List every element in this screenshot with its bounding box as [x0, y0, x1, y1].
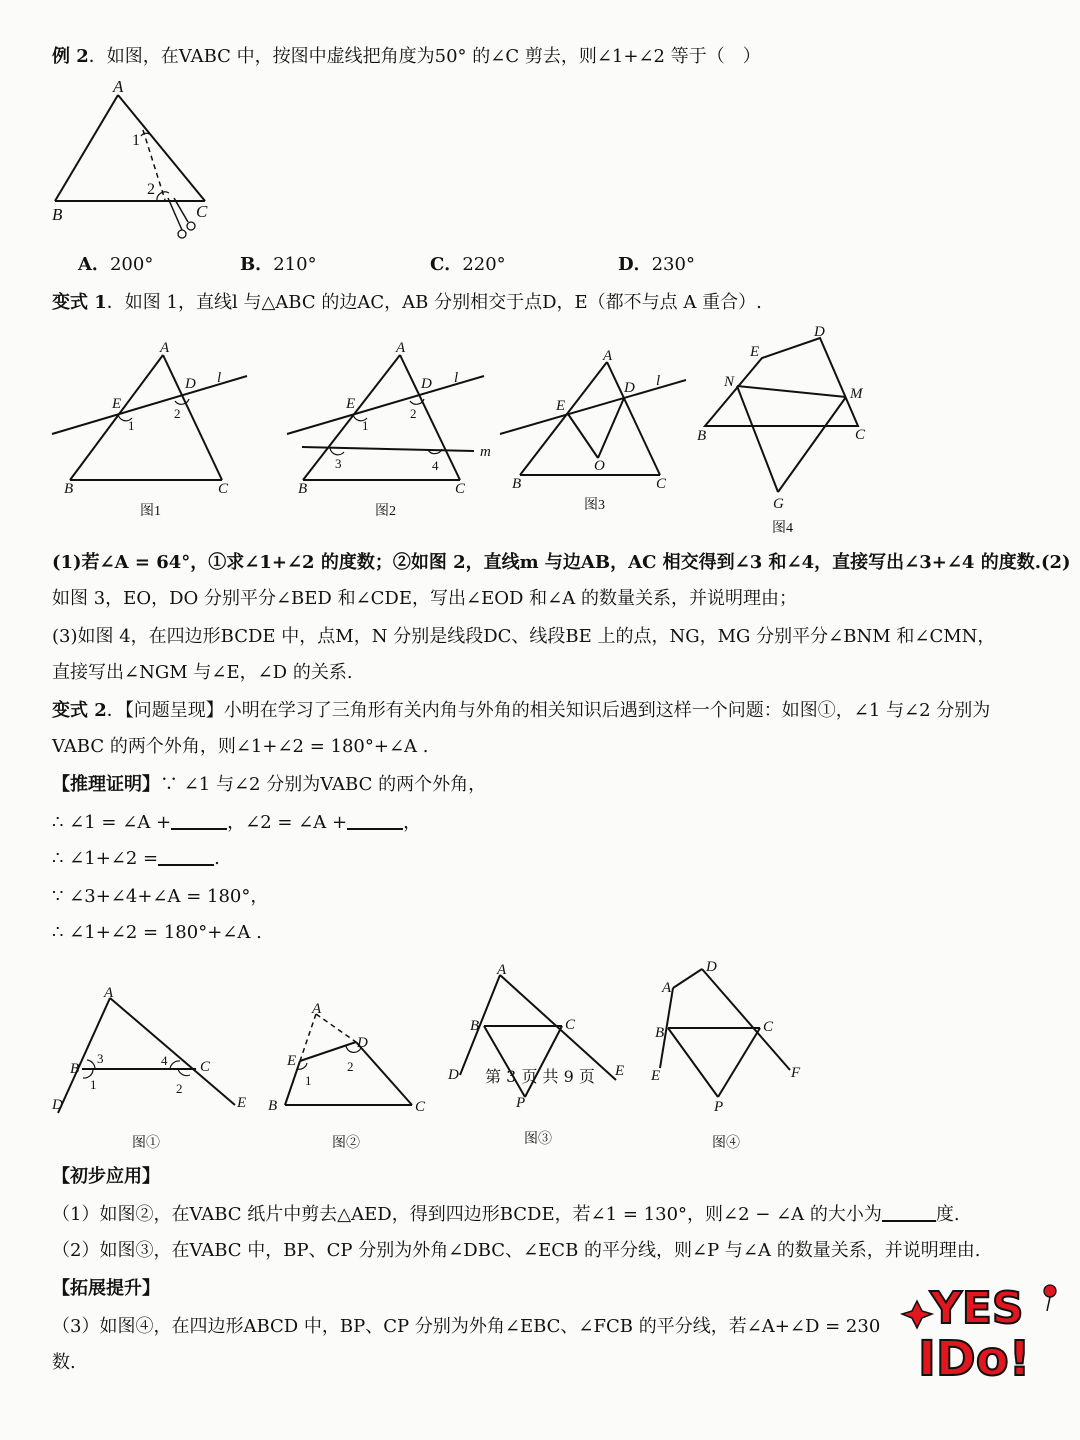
variant2-figures [0, 955, 1080, 1160]
example2-figure [40, 77, 240, 245]
ext-q3: （3）如图④，在四边形ABCD 中，BP、CP 分别为外角∠EBC、∠FCB 的平分线，若∠A+∠D = 230 [52, 1316, 881, 1337]
variant2-heading: 变式 2 [52, 700, 107, 721]
svg-text:B: B [655, 1025, 665, 1041]
svg-text:2: 2 [174, 406, 181, 421]
svg-text:E: E [237, 1095, 247, 1111]
answer-blank-3[interactable] [158, 846, 214, 866]
svg-text:D: D [624, 380, 635, 396]
svg-text:B: B [512, 476, 522, 492]
ex2-label-1: 1 [132, 132, 140, 149]
proof-line-intro [52, 772, 486, 798]
variant2-intro [52, 698, 990, 724]
v2-figure-4 [650, 959, 801, 1151]
svg-text:G: G [773, 496, 784, 512]
svg-text:C: C [855, 427, 866, 443]
svg-text:N: N [724, 374, 735, 390]
ext-heading: 【拓展提升】 [52, 1278, 160, 1299]
svg-text:A: A [396, 340, 406, 356]
ex2-label-2: 2 [147, 181, 155, 198]
svg-text:A: A [312, 1001, 322, 1017]
svg-text:M: M [850, 386, 863, 402]
v1-caption-3: 图3 [584, 498, 605, 513]
svg-text:l: l [454, 370, 459, 386]
v2-caption-4: 图④ [712, 1136, 740, 1151]
v1-q3-line2: 直接写出∠NGM 与∠E，∠D 的关系. [52, 662, 353, 683]
answer-blank-4[interactable] [882, 1202, 936, 1222]
svg-text:B: B [70, 1061, 80, 1077]
svg-text:O: O [594, 458, 605, 474]
proof-line-3: ∵ ∠3+∠4+∠A = 180°， [52, 886, 269, 907]
svg-text:D: D [357, 1035, 368, 1051]
variant1-intro [52, 290, 762, 316]
answer-blank-1[interactable] [171, 810, 227, 830]
yes-i-do-sticker [900, 1275, 1070, 1385]
svg-text:2: 2 [176, 1081, 183, 1096]
svg-text:D: D [448, 1067, 459, 1083]
variant2-text: ．【问题呈现】小明在学习了三角形有关内角与外角的相关知识后遇到这样一个问题：如图①，∠1 与∠2 分别为 [106, 700, 991, 721]
proof-intro: ∵ ∠1 与∠2 分别为VABC 的两个外角， [160, 774, 487, 795]
v1-figure-2 [287, 340, 491, 519]
svg-text:4: 4 [432, 458, 439, 473]
svg-text:A: A [160, 340, 170, 356]
svg-text:1: 1 [128, 418, 135, 433]
svg-text:2: 2 [347, 1059, 354, 1074]
svg-text:F: F [791, 1065, 801, 1081]
svg-text:A: A [603, 348, 613, 364]
svg-text:E: E [615, 1063, 625, 1079]
proof-line-4: ∴ ∠1+∠2 = 180°+∠A . [52, 922, 262, 943]
v2-figure-3 [447, 962, 624, 1147]
svg-text:D: D [52, 1097, 63, 1113]
svg-text:C: C [415, 1099, 426, 1115]
svg-text:A: A [662, 980, 672, 996]
app-q2: （2）如图③，在VABC 中，BP、CP 分别为外角∠DBC、∠ECB 的平分线，则∠P 与∠A 的数量关系，并说明理由. [52, 1240, 981, 1261]
svg-text:l: l [656, 373, 661, 389]
svg-text:1: 1 [362, 418, 369, 433]
v1-q1: (1)若∠A = 64°，①求∠1+∠2 的度数；②如图 2，直线m 与边AB，AC 相交得到∠3 和∠4，直接写出∠3+∠4 的度数.(2) [52, 552, 1071, 573]
v1-q2: 如图 3，EO，DO 分别平分∠BED 和∠CDE，写出∠EOD 和∠A 的数量关系，并说明理由； [52, 588, 797, 609]
app-heading: 【初步应用】 [52, 1166, 160, 1187]
svg-text:B: B [298, 481, 308, 497]
ex2-label-c: C [196, 202, 208, 221]
svg-text:A: A [104, 985, 114, 1001]
svg-text:m: m [480, 444, 491, 460]
v1-q3-line1: (3)如图 4，在四边形BCDE 中，点M，N 分别是线段DC、线段BE 上的点，NG，MG 分别平分∠BNM 和∠CMN， [52, 626, 996, 647]
svg-text:D: D [706, 959, 717, 975]
svg-text:4: 4 [161, 1053, 168, 1068]
svg-text:C: C [218, 481, 229, 497]
option-d: D．230° [618, 254, 695, 275]
svg-text:C: C [200, 1059, 211, 1075]
ext-q3-cont: 数. [52, 1352, 76, 1373]
v1-figure-1 [52, 340, 247, 519]
variant1-text: ．如图 1，直线l 与△ABC 的边AC，AB 分别相交于点D，E（都不与点 A 重合）. [106, 292, 762, 313]
svg-text:P: P [714, 1099, 724, 1115]
svg-text:C: C [656, 476, 667, 492]
svg-text:3: 3 [335, 456, 342, 471]
proof-line-1: ∴ ∠1 = ∠A + ，∠2 = ∠A + ， [52, 812, 422, 833]
option-c: C．220° [430, 254, 506, 275]
svg-text:1: 1 [305, 1073, 312, 1088]
sticker-line2: IDo! [918, 1331, 1031, 1385]
svg-text:2: 2 [410, 406, 417, 421]
svg-text:B: B [697, 428, 707, 444]
ex2-label-b: B [52, 205, 63, 224]
proof-line-2: ∴ ∠1+∠2 = . [52, 848, 220, 869]
svg-text:E: E [651, 1068, 661, 1084]
svg-text:1: 1 [90, 1077, 97, 1092]
variant1-heading: 变式 1 [52, 292, 107, 313]
example2-text: ．如图，在VABC 中，按图中虚线把角度为50° 的∠C 剪去，则∠1+∠2 等于（ ） [88, 46, 761, 67]
v2-caption-1: 图① [132, 1136, 160, 1151]
svg-text:E: E [556, 398, 566, 414]
svg-text:B: B [470, 1018, 480, 1034]
sticker-line1: YES [930, 1283, 1024, 1334]
option-b: B．210° [240, 254, 317, 275]
v2-caption-2: 图② [332, 1136, 360, 1151]
answer-blank-2[interactable] [347, 810, 403, 830]
svg-text:l: l [217, 370, 222, 386]
svg-text:D: D [185, 376, 196, 392]
svg-text:E: E [112, 396, 122, 412]
variant1-figures [0, 320, 1080, 545]
proof-heading: 【推理证明】 [52, 774, 160, 795]
v2-caption-3: 图③ [524, 1132, 552, 1147]
svg-text:E: E [750, 344, 760, 360]
svg-text:3: 3 [97, 1051, 104, 1066]
v1-figure-4 [697, 324, 866, 536]
v1-caption-2: 图2 [375, 504, 396, 519]
svg-text:C: C [763, 1019, 774, 1035]
svg-text:B: B [64, 481, 74, 497]
svg-text:D: D [421, 376, 432, 392]
svg-text:E: E [287, 1053, 297, 1069]
example2-label: 例 2 [52, 46, 89, 67]
app-q1: （1）如图②，在VABC 纸片中剪去△AED，得到四边形BCDE，若∠1 = 130°，则∠2 − ∠A 的大小为 度. [52, 1204, 960, 1225]
variant2-text2: VABC 的两个外角，则∠1+∠2 = 180°+∠A . [52, 736, 429, 757]
example2-question [52, 44, 761, 70]
ex2-label-a: A [113, 77, 124, 96]
v1-figure-3 [500, 348, 686, 513]
option-a: A．200° [78, 254, 154, 275]
svg-text:P: P [516, 1095, 526, 1111]
svg-text:E: E [346, 396, 356, 412]
svg-text:C: C [455, 481, 466, 497]
svg-text:D: D [814, 324, 825, 340]
svg-text:A: A [497, 962, 507, 978]
page-footer: 第 3 页 共 9 页 [485, 1067, 595, 1086]
v1-caption-1: 图1 [140, 504, 161, 519]
svg-text:C: C [565, 1017, 576, 1033]
svg-text:B: B [268, 1098, 278, 1114]
v1-caption-4: 图4 [772, 521, 793, 536]
